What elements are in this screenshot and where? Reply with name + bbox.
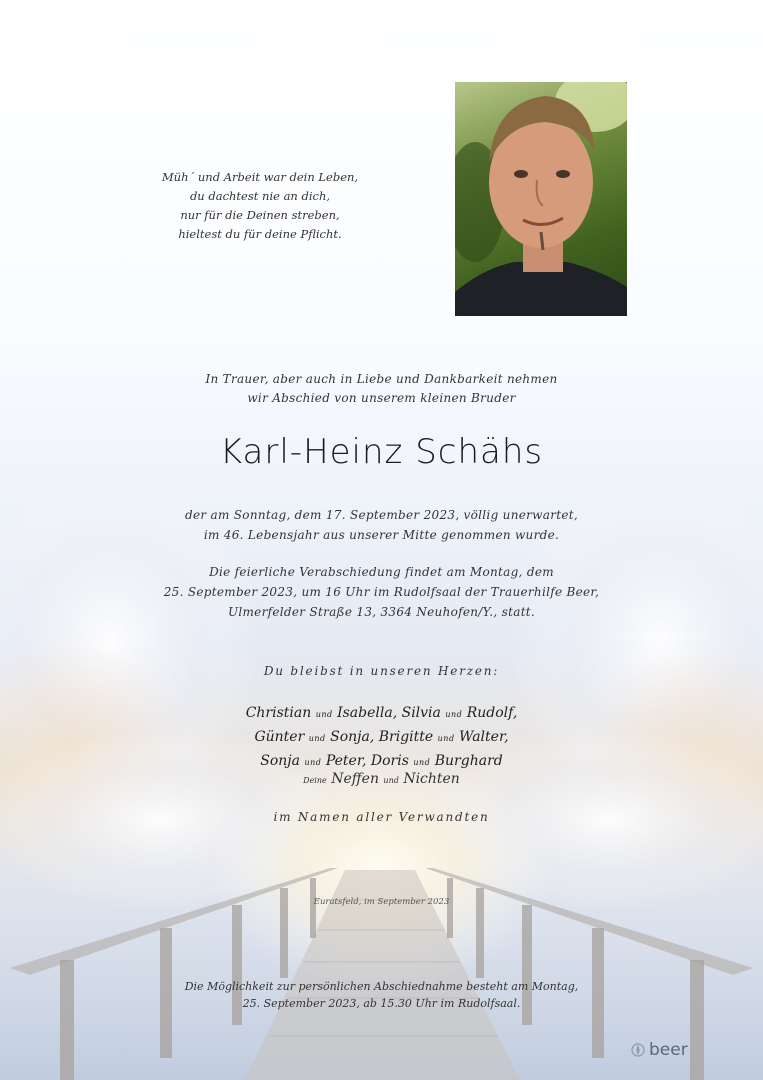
nephews-line xyxy=(0,768,763,792)
ceremony-line: Die feierliche Verabschiedung findet am Montag, dem xyxy=(209,565,554,579)
family-name: Günter xyxy=(254,729,305,745)
portrait-photo xyxy=(455,82,627,316)
family-name: Walter, xyxy=(459,729,509,745)
intro-line: wir Abschied von unserem kleinen Bruder xyxy=(247,391,516,405)
family-name: Christian xyxy=(245,705,312,721)
family-and: und xyxy=(308,734,326,743)
intro-text xyxy=(0,370,763,408)
family-name: Peter, Doris xyxy=(325,753,409,769)
deceased-name: Karl-Heinz Schähs xyxy=(219,432,544,472)
viewing-line: Die Möglichkeit zur persönlichen Abschiednahme besteht am Montag, xyxy=(184,980,579,993)
family-row xyxy=(0,702,763,726)
ceremony-info xyxy=(0,562,763,622)
heart-line: Du bleibst in unseren Herzen: xyxy=(263,664,500,678)
family-name: Rudolf, xyxy=(466,705,518,721)
death-notice xyxy=(0,505,763,545)
logo-text: beer xyxy=(649,1040,688,1060)
family-and: und xyxy=(437,734,455,743)
nephews-prefix: Deine xyxy=(303,776,327,785)
place-date: Euratsfeld, im September 2023 xyxy=(313,897,450,907)
death-line: der am Sonntag, dem 17. September 2023, völlig unerwartet, xyxy=(185,508,578,522)
family-row xyxy=(0,726,763,750)
family-name: Sonja xyxy=(260,753,300,769)
nephews-and: und xyxy=(383,776,399,785)
nephews-b: Nichten xyxy=(403,771,460,787)
viewing-line: 25. September 2023, ab 15.30 Uhr im Rudolfsaal. xyxy=(242,997,521,1010)
verse-line: nur für die Deinen streben, xyxy=(180,208,340,222)
family-name: Burghard xyxy=(434,753,503,769)
intro-line: In Trauer, aber auch in Liebe und Dankbarkeit nehmen xyxy=(205,372,558,386)
family-and: und xyxy=(315,710,333,719)
death-line: im 46. Lebensjahr aus unserer Mitte genommen wurde. xyxy=(203,528,560,542)
verse-line: du dachtest nie an dich, xyxy=(189,189,331,203)
verse-line: hieltest du für deine Pflicht. xyxy=(178,227,342,241)
family-name: Sonja, Brigitte xyxy=(330,729,434,745)
ceremony-line: 25. September 2023, um 16 Uhr im Rudolfsaal der Trauerhilfe Beer, xyxy=(163,585,600,599)
relatives-line: im Namen aller Verwandten xyxy=(273,810,490,824)
portrait-illustration xyxy=(455,82,627,316)
viewing-info xyxy=(0,978,763,1012)
family-and: und xyxy=(304,758,322,767)
flower-icon xyxy=(631,1043,645,1057)
family-list xyxy=(0,702,763,774)
family-and: und xyxy=(413,758,431,767)
family-and: und xyxy=(445,710,463,719)
verse xyxy=(110,168,410,244)
beer-logo xyxy=(631,1038,701,1062)
family-name: Isabella, Silvia xyxy=(337,705,441,721)
nephews-a: Neffen xyxy=(331,771,379,787)
verse-line: Müh´ und Arbeit war dein Leben, xyxy=(161,170,359,184)
ceremony-line: Ulmerfelder Straße 13, 3364 Neuhofen/Y., statt. xyxy=(227,605,536,619)
